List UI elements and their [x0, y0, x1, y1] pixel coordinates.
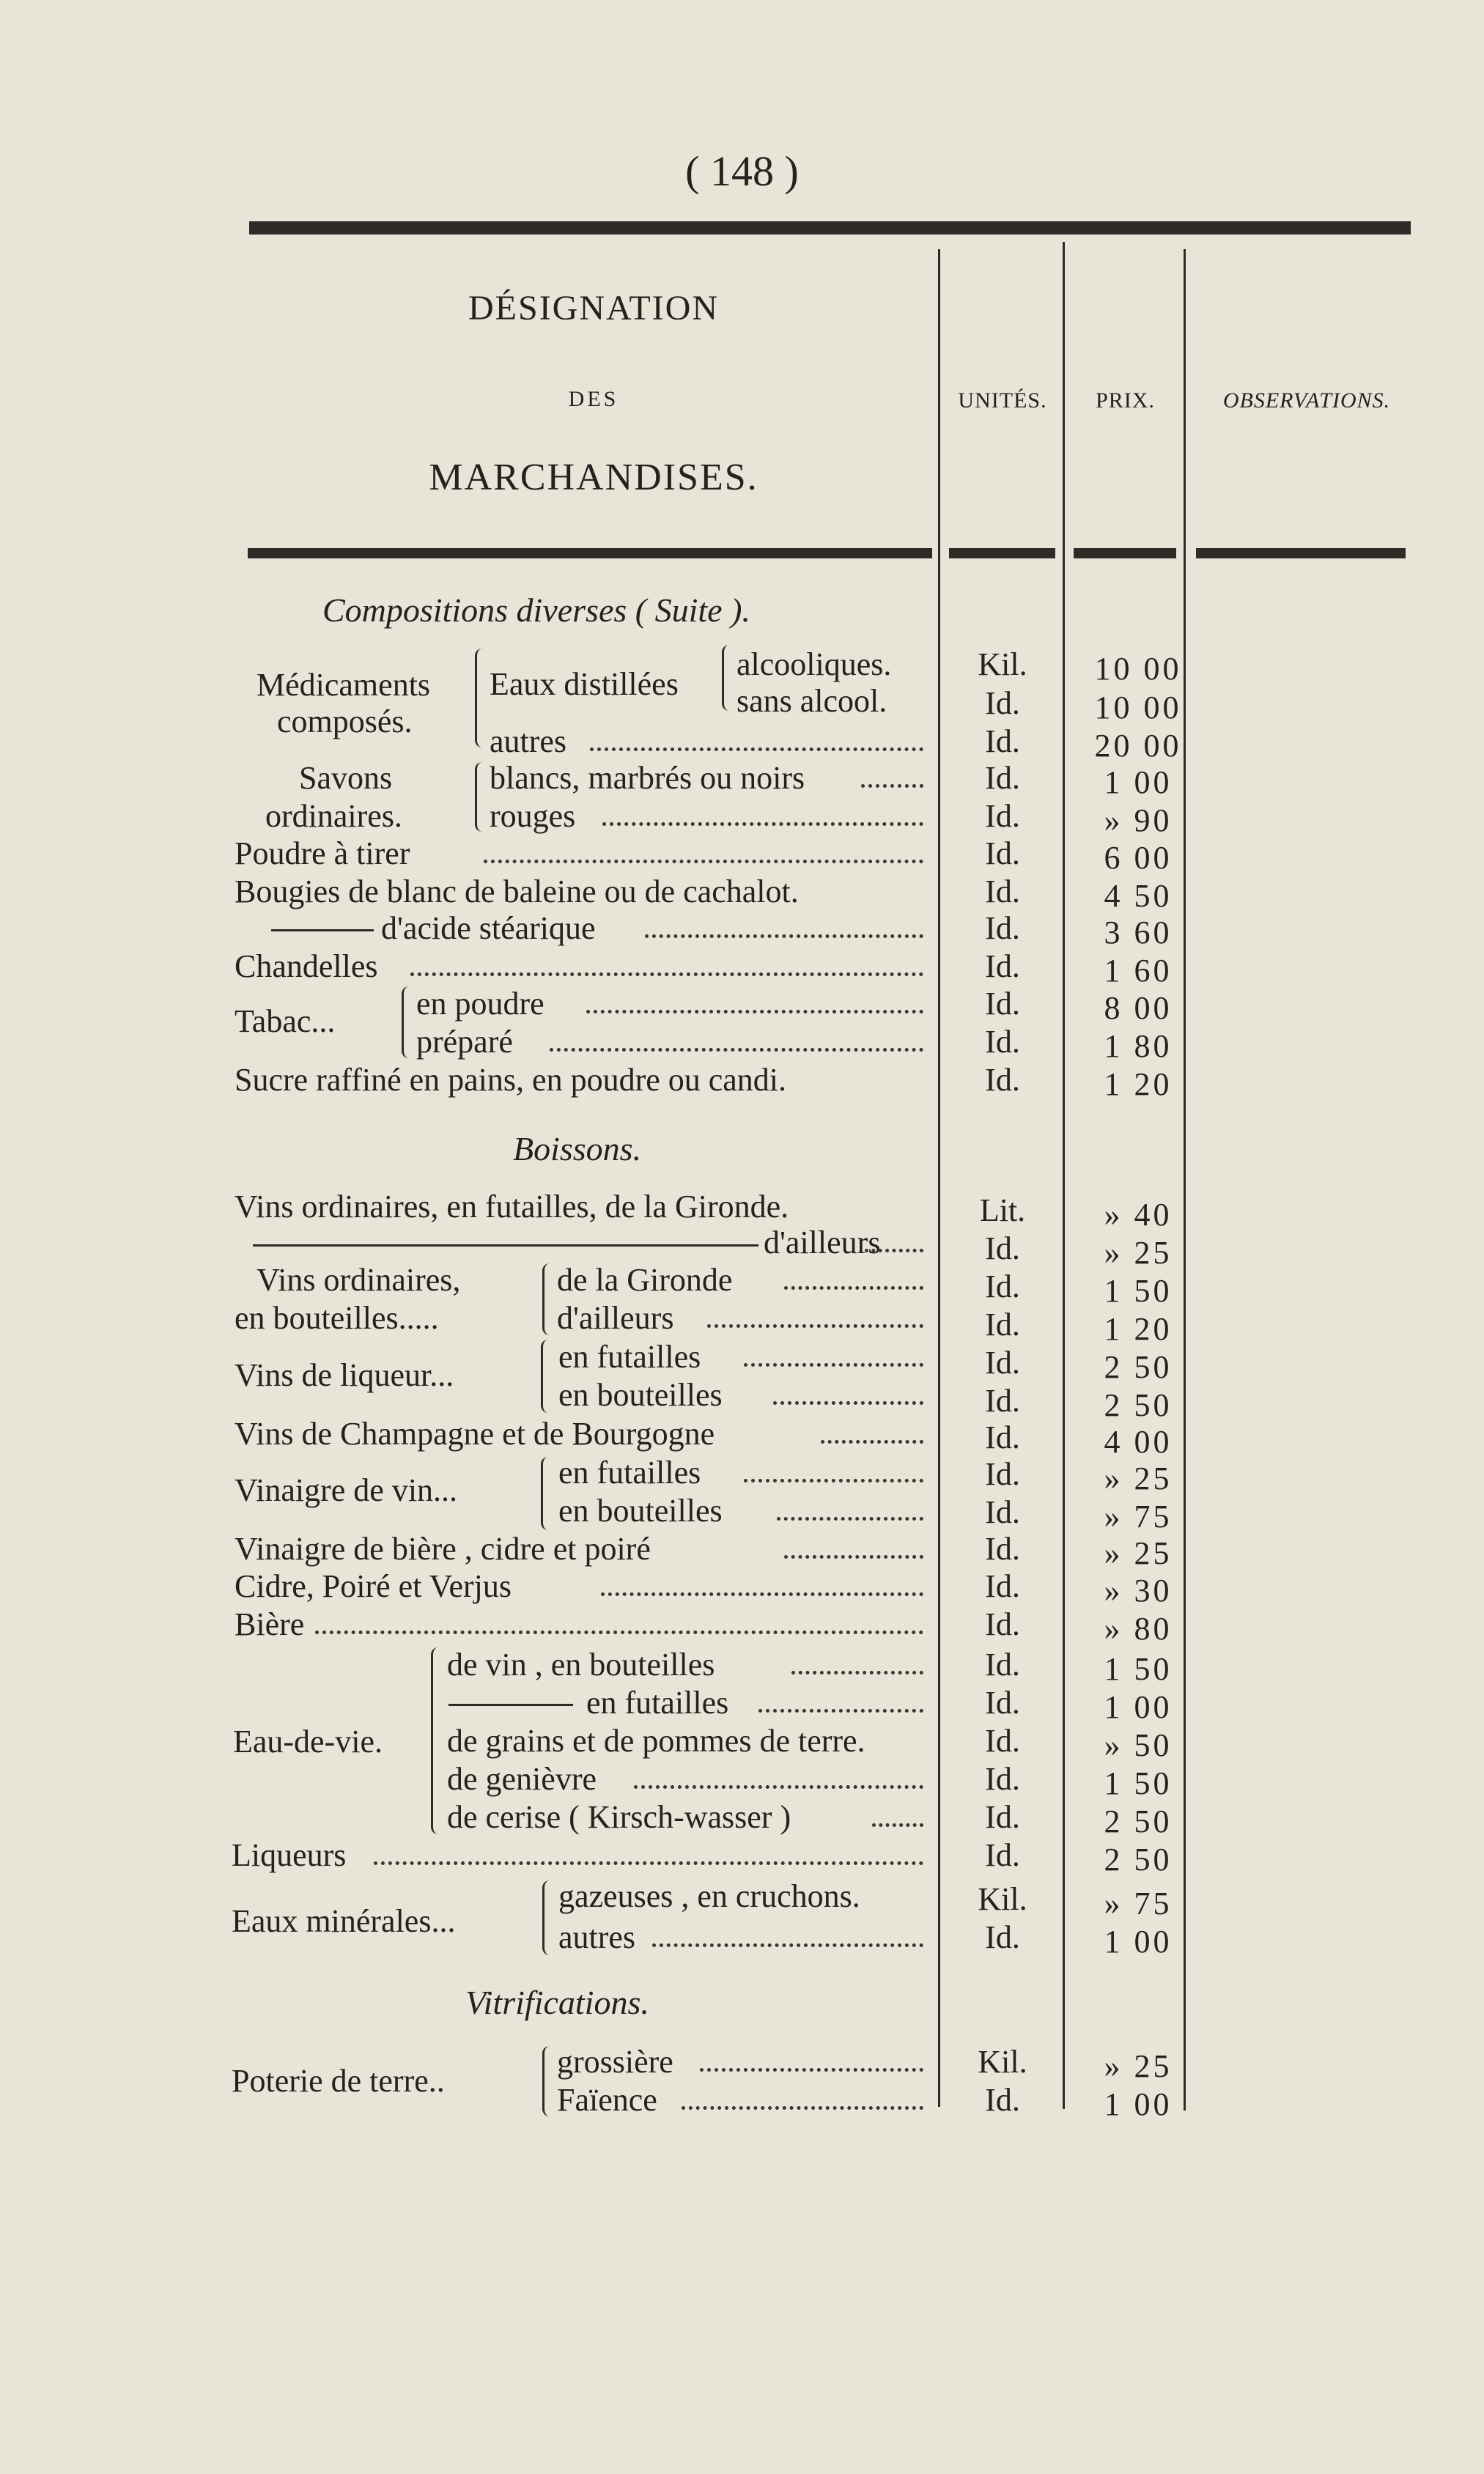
label-acide-stearique: d'acide stéarique — [381, 910, 596, 946]
leader-dots — [601, 1592, 923, 1596]
leader-dots — [700, 2068, 923, 2072]
label-gazeuses: gazeuses , en cruchons. — [558, 1878, 860, 1914]
header-des: DES — [568, 387, 619, 411]
unit-cell: Kil. — [978, 1881, 1027, 1917]
leader-dots — [707, 1324, 923, 1328]
brace — [431, 1647, 443, 1834]
label-biere: Bière — [235, 1606, 305, 1642]
price-cell: 1 00 — [1104, 764, 1173, 800]
label-composes: composés. — [277, 704, 413, 739]
leader-dots — [645, 934, 923, 938]
label-vinaigre-biere: Vinaigre de bière , cidre et poiré — [235, 1531, 651, 1567]
unit-cell: Id. — [985, 798, 1020, 834]
unit-cell: Lit. — [979, 1192, 1026, 1228]
ditto-dash — [271, 929, 374, 931]
unit-cell: Id. — [985, 1761, 1020, 1797]
leader-dots — [784, 1555, 923, 1559]
label-blancs: blancs, marbrés ou noirs — [490, 760, 805, 796]
brace — [542, 1880, 555, 1955]
label-vins-gironde: Vins ordinaires, en futailles, de la Gironde. — [235, 1189, 789, 1225]
leader-dots — [682, 2106, 923, 2110]
unit-cell: Id. — [985, 1383, 1020, 1419]
label-liqueurs: Liqueurs — [232, 1837, 347, 1873]
label-poterie: Poterie de terre.. — [232, 2063, 445, 2099]
header-rule — [1074, 548, 1176, 558]
price-cell: » 30 — [1104, 1573, 1173, 1609]
price-cell: 1 00 — [1104, 2086, 1173, 2122]
label-de-grains: de grains et de pommes de terre. — [447, 1723, 865, 1759]
label-cidre: Cidre, Poiré et Verjus — [235, 1568, 512, 1604]
label-en-bouteilles: en bouteilles — [558, 1377, 723, 1413]
leader-dots — [791, 1671, 923, 1674]
price-cell: 1 50 — [1104, 1651, 1173, 1687]
price-cell: 1 00 — [1104, 1689, 1173, 1725]
label-en-futailles: en futailles — [558, 1339, 701, 1375]
label-sucre: Sucre raffiné en pains, en poudre ou candi. — [235, 1062, 787, 1098]
price-cell: » 80 — [1104, 1611, 1173, 1647]
unit-cell: Id. — [985, 1685, 1020, 1721]
label-dailleurs: d'ailleurs — [764, 1225, 881, 1260]
unit-cell: Id. — [985, 948, 1020, 984]
label-eau-de-vie: Eau-de-vie. — [233, 1724, 383, 1760]
price-cell: » 25 — [1104, 1535, 1173, 1571]
label-champagne: Vins de Champagne et de Bourgogne — [235, 1416, 715, 1452]
price-cell: 10 00 — [1094, 690, 1182, 725]
unit-cell: Id. — [985, 1723, 1020, 1759]
label-rouges: rouges — [490, 798, 576, 834]
price-cell: » 50 — [1104, 1727, 1173, 1763]
label-vins-ordinaires: Vins ordinaires, — [256, 1262, 461, 1298]
unit-cell: Id. — [985, 1568, 1020, 1604]
leader-dots — [744, 1479, 923, 1482]
label-sans-alcool: sans alcool. — [737, 683, 887, 719]
unit-cell: Id. — [985, 835, 1020, 871]
label-de-la-gironde: de la Gironde — [557, 1262, 733, 1298]
price-cell: 1 80 — [1104, 1028, 1173, 1064]
label-en-bouteilles-2: en bouteilles — [558, 1493, 723, 1529]
label-grossiere: grossière — [557, 2044, 673, 2080]
leader-dots — [315, 1631, 923, 1634]
price-cell: 2 50 — [1104, 1387, 1173, 1423]
ditto-dash — [253, 1244, 758, 1247]
brace — [541, 1457, 553, 1530]
brace — [541, 1340, 553, 1413]
price-cell: » 25 — [1104, 1461, 1173, 1496]
brace — [475, 762, 487, 832]
unit-cell: Id. — [985, 1024, 1020, 1060]
unit-cell: Id. — [985, 1647, 1020, 1683]
unit-cell: Id. — [985, 910, 1020, 946]
leader-dots — [744, 1363, 923, 1367]
price-cell: 1 60 — [1104, 953, 1173, 989]
label-en-bouteilles-dots: en bouteilles..... — [235, 1300, 439, 1336]
price-cell: » 75 — [1104, 1499, 1173, 1535]
unit-cell: Id. — [985, 1269, 1020, 1304]
unit-cell: Kil. — [978, 2044, 1027, 2080]
leader-dots — [602, 822, 923, 826]
section-title: Boissons. — [513, 1130, 642, 1167]
label-autres-2: autres — [558, 1919, 636, 1955]
price-cell: 2 50 — [1104, 1349, 1173, 1385]
price-cell: 1 20 — [1104, 1311, 1173, 1347]
leader-dots — [652, 1943, 923, 1947]
label-en-futailles-3: en futailles — [586, 1685, 729, 1721]
leader-dots — [777, 1517, 923, 1521]
header-unites: UNITÉS. — [958, 388, 1047, 413]
brace — [542, 2046, 555, 2116]
price-cell: 6 00 — [1104, 840, 1173, 876]
header-prix: PRIX. — [1096, 388, 1155, 413]
leader-dots — [590, 747, 923, 751]
ditto-dash — [448, 1704, 573, 1706]
price-cell: » 40 — [1104, 1197, 1173, 1233]
unit-cell: Id. — [985, 1456, 1020, 1492]
unit-cell: Kil. — [978, 646, 1027, 682]
label-de-cerise: de cerise ( Kirsch-wasser ) — [447, 1799, 791, 1835]
header-observations: OBSERVATIONS. — [1222, 388, 1391, 413]
price-cell: 2 50 — [1104, 1842, 1173, 1877]
brace — [402, 986, 414, 1058]
unit-cell: Id. — [985, 1307, 1020, 1343]
label-autres: autres — [490, 723, 567, 759]
label-savons: Savons — [299, 760, 393, 796]
unit-cell: Id. — [985, 723, 1020, 759]
unit-cell: Id. — [985, 1062, 1020, 1098]
unit-cell: Id. — [985, 1419, 1020, 1455]
unit-cell: Id. — [985, 1837, 1020, 1873]
label-prepare: préparé — [416, 1024, 513, 1060]
label-tabac: Tabac... — [235, 1003, 336, 1039]
unit-cell: Id. — [985, 1606, 1020, 1642]
label-dailleurs-2: d'ailleurs — [557, 1300, 674, 1336]
leader-dots — [410, 972, 923, 976]
price-cell: 1 20 — [1104, 1066, 1173, 1102]
label-eaux-minerales: Eaux minérales... — [232, 1903, 456, 1939]
unit-cell: Id. — [985, 1919, 1020, 1955]
label-ordinaires: ordinaires. — [265, 798, 402, 834]
leader-dots — [872, 1823, 923, 1827]
price-cell: » 75 — [1104, 1886, 1173, 1921]
page-number: ( 148 ) — [685, 147, 799, 195]
section-title: Vitrifications. — [465, 1984, 649, 2021]
top-rule — [249, 221, 1411, 235]
leader-dots — [773, 1401, 923, 1405]
price-cell: 20 00 — [1094, 728, 1182, 764]
price-cell: 3 60 — [1104, 915, 1173, 950]
label-vins-liqueur: Vins de liqueur... — [235, 1357, 454, 1393]
label-en-poudre: en poudre — [416, 986, 544, 1022]
label-en-futailles-2: en futailles — [558, 1455, 701, 1491]
header-rule — [248, 548, 932, 558]
unit-cell: Id. — [985, 986, 1020, 1022]
label-de-genievre: de genièvre — [447, 1761, 597, 1797]
label-de-vin-bouteilles: de vin , en bouteilles — [447, 1647, 715, 1683]
leader-dots — [865, 1249, 923, 1252]
label-poudre-tirer: Poudre à tirer — [235, 835, 410, 871]
brace — [722, 645, 734, 711]
leader-dots — [821, 1440, 923, 1444]
price-cell: 10 00 — [1094, 651, 1182, 687]
leader-dots — [861, 784, 923, 788]
leader-dots — [484, 860, 923, 863]
price-cell: 4 50 — [1104, 878, 1173, 914]
price-cell: » 90 — [1104, 802, 1173, 838]
price-cell: 1 50 — [1104, 1273, 1173, 1309]
unit-cell: Id. — [985, 1494, 1020, 1530]
unit-cell: Id. — [985, 760, 1020, 796]
brace — [475, 649, 487, 747]
price-cell: 4 00 — [1104, 1424, 1173, 1460]
unit-cell: Id. — [985, 874, 1020, 909]
label-chandelles: Chandelles — [235, 948, 378, 984]
label-vinaigre-vin: Vinaigre de vin... — [235, 1472, 458, 1508]
unit-cell: Id. — [985, 685, 1020, 721]
unit-cell: Id. — [985, 1230, 1020, 1266]
header-designation: DÉSIGNATION — [468, 289, 719, 328]
leader-dots — [784, 1286, 923, 1290]
brace — [542, 1263, 555, 1335]
price-cell: » 25 — [1104, 2048, 1173, 2084]
label-bougies: Bougies de blanc de baleine ou de cachalot. — [235, 874, 799, 909]
price-cell: 1 00 — [1104, 1924, 1173, 1960]
section-title: Compositions diverses ( Suite ). — [322, 591, 750, 629]
unit-cell: Id. — [985, 2082, 1020, 2118]
price-cell: 8 00 — [1104, 990, 1173, 1026]
label-eaux-distillees: Eaux distillées — [490, 666, 679, 702]
leader-dots — [586, 1010, 923, 1013]
price-cell: 2 50 — [1104, 1803, 1173, 1839]
unit-cell: Id. — [985, 1799, 1020, 1835]
header-rule — [949, 548, 1055, 558]
header-marchandises: MARCHANDISES. — [429, 457, 758, 498]
leader-dots — [550, 1048, 923, 1052]
price-cell: 1 50 — [1104, 1765, 1173, 1801]
header-rule — [1196, 548, 1406, 558]
leader-dots — [374, 1861, 923, 1865]
unit-cell: Id. — [985, 1531, 1020, 1567]
unit-cell: Id. — [985, 1345, 1020, 1381]
label-faience: Faïence — [557, 2082, 657, 2118]
label-alcooliques: alcooliques. — [737, 646, 892, 682]
label-medicaments: Médicaments — [256, 667, 431, 703]
price-cell: » 25 — [1104, 1235, 1173, 1271]
leader-dots — [758, 1709, 923, 1713]
leader-dots — [634, 1785, 923, 1789]
